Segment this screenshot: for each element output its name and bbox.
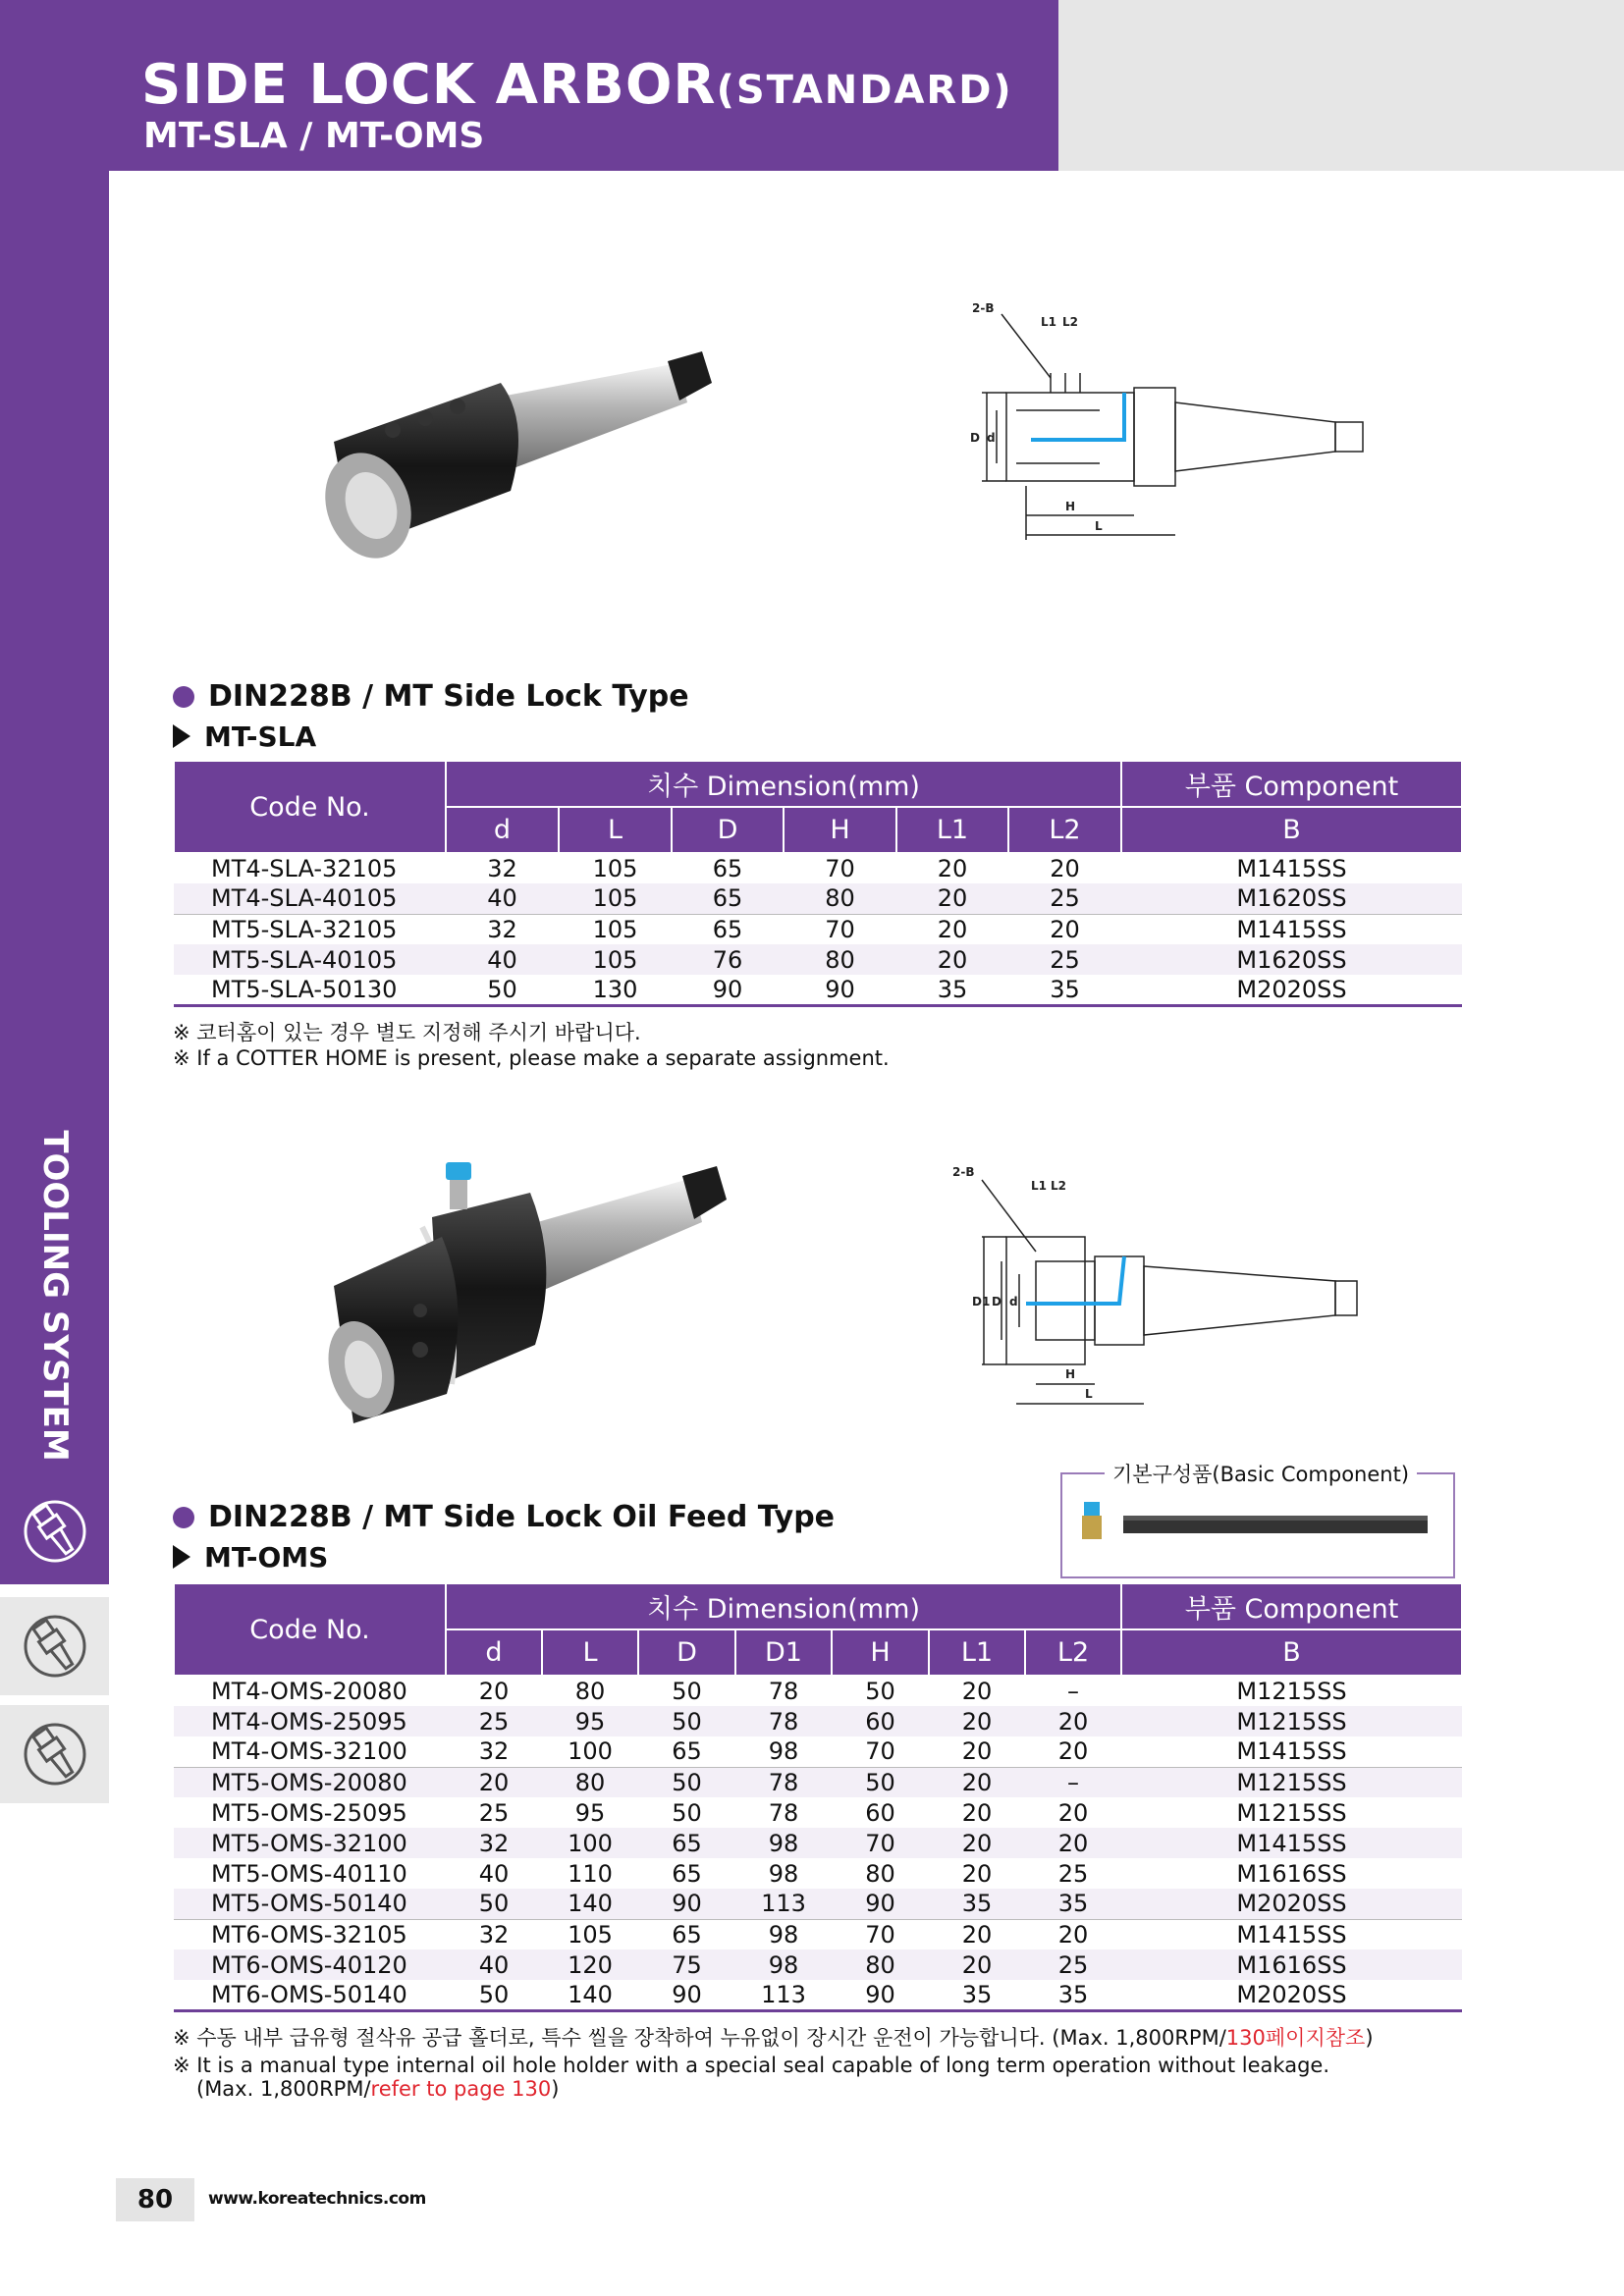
page-title <box>141 53 1013 117</box>
basic-component-label: 기본구성품(Basic Component) <box>1105 1459 1417 1488</box>
code-cell: MT4-OMS-32100 <box>211 1737 407 1766</box>
dimension-cell: 50 <box>832 1767 929 1797</box>
section1-subtitle-text: MT-SLA <box>204 721 317 753</box>
col-header: L <box>559 807 672 853</box>
dimension-cell: 65 <box>672 1737 702 1766</box>
col-header: L1 <box>929 1629 1025 1676</box>
page-reference: 130페이지참조 <box>1225 2026 1366 2050</box>
component-header: 부품 Component <box>1121 1583 1462 1629</box>
drawing-label-b: 2-B <box>972 301 995 315</box>
note-text: ) <box>1365 2026 1374 2050</box>
dimension-cell: 78 <box>735 1706 832 1736</box>
component-cell: M1415SS <box>1121 1828 1462 1858</box>
dimension-cell: 80 <box>865 1859 895 1888</box>
col-header: H <box>784 807 896 853</box>
dimension-cell: 40 <box>446 883 559 914</box>
dimension-cell: 100 <box>568 1737 613 1766</box>
section2-title-text: DIN228B / MT Side Lock Oil Feed Type <box>208 1500 836 1534</box>
component-cell: M1616SS <box>1236 1859 1347 1888</box>
triangle-bullet-icon <box>173 1545 190 1569</box>
dimension-cell: – <box>1067 1678 1080 1705</box>
dimension-cell: 20 <box>929 1919 1025 1949</box>
dimension-cell: 78 <box>735 1767 832 1797</box>
dimension-cell: 25 <box>1008 883 1121 914</box>
dimension-cell: 20 <box>1025 1706 1121 1736</box>
drawing-label-b: 2-B <box>952 1165 975 1179</box>
dimension-cell: 80 <box>832 1949 929 1980</box>
tool-holder-icon <box>21 1612 89 1681</box>
dimension-cell: 35 <box>1025 1889 1121 1919</box>
title-text: SIDE LOCK ARBOR <box>141 53 717 117</box>
component-cell: M1215SS <box>1121 1767 1462 1797</box>
sidebar-tool-icon-active[interactable] <box>0 1482 109 1580</box>
section2-note-korean <box>173 2022 1374 2052</box>
dimension-cell: 105 <box>559 883 672 914</box>
dimension-cell: 140 <box>542 1889 638 1919</box>
drawing-label-l: L <box>1085 1387 1093 1401</box>
dimension-cell: 25 <box>478 1798 510 1827</box>
section1-subtitle <box>173 721 316 753</box>
dimension-cell: 32 <box>446 1828 542 1858</box>
drawing-label-d-small: d <box>1009 1295 1018 1308</box>
component-cell: M1415SS <box>1121 1919 1462 1949</box>
dimension-cell: 80 <box>784 883 896 914</box>
dimension-cell: 35 <box>896 975 1008 1005</box>
component-header: 부품 Component <box>1121 761 1462 807</box>
component-cell: M2020SS <box>1121 1889 1462 1919</box>
col-header: L2 <box>1008 807 1121 853</box>
dimension-cell: 20 <box>961 1798 993 1827</box>
drawing-label-d-big: D <box>970 431 980 445</box>
col-header: d <box>446 1629 542 1676</box>
page-number: 80 <box>116 2178 194 2221</box>
code-cell: MT5-OMS-25095 <box>211 1798 407 1827</box>
dimension-cell: 110 <box>568 1859 613 1888</box>
dimension-cell: 120 <box>542 1949 638 1980</box>
col-header: B <box>1121 1629 1462 1676</box>
dimension-cell: 78 <box>768 1678 799 1705</box>
dimension-cell: 20 <box>1057 1798 1089 1827</box>
dimension-cell: 50 <box>446 1980 542 2010</box>
component-cell: M2020SS <box>1121 1980 1462 2010</box>
col-header: L2 <box>1025 1629 1121 1676</box>
dimension-cell: 70 <box>784 914 896 944</box>
col-header: d <box>446 807 559 853</box>
dimension-cell: 20 <box>896 883 1008 914</box>
dimension-cell: 65 <box>672 1859 702 1888</box>
dimension-cell: 140 <box>542 1980 638 2010</box>
dimension-cell: 40 <box>446 944 559 975</box>
dimension-cell: 35 <box>929 1889 1025 1919</box>
page-reference: refer to page 130 <box>370 2077 552 2101</box>
mt-oms-product-photo <box>314 1148 736 1443</box>
dimension-cell: 20 <box>937 855 968 882</box>
dimension-cell: 20 <box>1008 914 1121 944</box>
table-row <box>174 975 1462 1005</box>
dimension-cell: 35 <box>1025 1980 1121 2010</box>
code-cell: MT5-OMS-20080 <box>174 1767 446 1797</box>
code-cell: MT5-SLA-40105 <box>174 944 446 975</box>
table-row <box>174 1919 1462 1949</box>
dimension-cell: 105 <box>559 914 672 944</box>
dimension-cell: 98 <box>735 1828 832 1858</box>
dimension-cell: 20 <box>929 1949 1025 1980</box>
tool-holder-icon <box>21 1497 89 1566</box>
sidebar-tool-icon-2[interactable] <box>0 1597 109 1695</box>
dimension-cell: 20 <box>929 1828 1025 1858</box>
code-cell: MT6-OMS-32105 <box>174 1919 446 1949</box>
dimension-cell: 80 <box>784 944 896 975</box>
mt-sla-spec-table <box>173 760 1463 1007</box>
dimension-cell: 70 <box>832 1828 929 1858</box>
website-url: www.koreatechnics.com <box>208 2189 426 2209</box>
dimension-cell: 35 <box>929 1980 1025 2010</box>
dimension-cell: 20 <box>929 1706 1025 1736</box>
dimension-cell: 20 <box>961 1678 993 1705</box>
dimension-cell: 75 <box>638 1949 735 1980</box>
dimension-cell: 90 <box>672 975 784 1005</box>
dimension-cell: 20 <box>1025 1919 1121 1949</box>
code-cell: MT5-OMS-32100 <box>174 1828 446 1858</box>
dimension-cell: 65 <box>672 914 784 944</box>
dimension-cell: 98 <box>735 1949 832 1980</box>
dimension-cell: 40 <box>478 1859 510 1888</box>
table-row <box>174 883 1462 914</box>
dimension-cell: 113 <box>735 1980 832 2010</box>
section2-subtitle-text: MT-OMS <box>204 1541 329 1574</box>
component-cell: M1620SS <box>1121 944 1462 975</box>
dimension-cell: 20 <box>1025 1828 1121 1858</box>
dimension-cell: 90 <box>784 975 896 1005</box>
dimension-cell: 78 <box>768 1798 799 1827</box>
dimension-cell: 90 <box>832 1980 929 2010</box>
dimension-cell: 105 <box>542 1919 638 1949</box>
dimension-cell: 98 <box>768 1859 799 1888</box>
dimension-cell: 60 <box>832 1706 929 1736</box>
section2-note-english: ※ It is a manual type internal oil hole holder with a special seal capable of long term operation without leakage. <box>173 2054 1329 2077</box>
col-header: L <box>542 1629 638 1676</box>
drawing-label-l2: L2 <box>1051 1179 1066 1193</box>
code-cell: MT4-SLA-32105 <box>211 855 398 882</box>
code-cell: MT4-SLA-40105 <box>174 883 446 914</box>
dimension-cell: 50 <box>638 1706 735 1736</box>
dimension-cell: 20 <box>1057 1737 1089 1766</box>
table-row <box>174 853 1462 883</box>
dimension-cell: 65 <box>712 855 743 882</box>
section1-title-text: DIN228B / MT Side Lock Type <box>208 679 689 714</box>
note-text: (Max. 1,800RPM/ <box>196 2077 371 2101</box>
sidebar-tool-icon-3[interactable] <box>0 1705 109 1803</box>
dimension-cell: 105 <box>592 855 638 882</box>
note-text: ) <box>551 2077 560 2101</box>
section2-note-english-2 <box>196 2077 559 2101</box>
mt-oms-spec-table <box>173 1582 1463 2012</box>
bullet-dot-icon <box>173 1507 194 1528</box>
component-cell: M1415SS <box>1236 1737 1347 1766</box>
basic-component-parts <box>1062 1474 1453 1576</box>
tool-holder-icon <box>21 1720 89 1789</box>
dimension-cell: 70 <box>865 1737 895 1766</box>
dimension-header: 치수 Dimension(mm) <box>446 1583 1121 1629</box>
dimension-cell: 98 <box>735 1919 832 1949</box>
dimension-cell: – <box>1025 1767 1121 1797</box>
col-header: D1 <box>735 1629 832 1676</box>
dimension-cell: 80 <box>542 1767 638 1797</box>
dimension-cell: 20 <box>446 1767 542 1797</box>
dimension-cell: 20 <box>961 1859 993 1888</box>
dimension-cell: 20 <box>896 944 1008 975</box>
dimension-cell: 90 <box>832 1889 929 1919</box>
component-cell: M1215SS <box>1236 1678 1347 1705</box>
sidebar-label <box>0 1129 109 1463</box>
dimension-cell: 130 <box>559 975 672 1005</box>
dimension-cell: 32 <box>487 855 517 882</box>
component-cell: M1620SS <box>1121 883 1462 914</box>
dimension-cell: 25 <box>1057 1859 1089 1888</box>
triangle-bullet-icon <box>173 724 190 748</box>
dimension-cell: 50 <box>672 1798 702 1827</box>
dimension-cell: 20 <box>478 1678 510 1705</box>
dimension-cell: 98 <box>768 1737 799 1766</box>
dimension-cell: 70 <box>825 855 855 882</box>
dimension-cell: 35 <box>1008 975 1121 1005</box>
col-header: L1 <box>896 807 1008 853</box>
section1-title <box>173 679 689 714</box>
dimension-cell: 20 <box>896 914 1008 944</box>
component-cell: M1415SS <box>1121 914 1462 944</box>
table-row <box>174 1980 1462 2010</box>
page-subtitle: MT-SLA / MT-OMS <box>143 116 485 156</box>
dimension-cell: 105 <box>559 944 672 975</box>
dimension-cell: 90 <box>638 1980 735 2010</box>
dimension-cell: 65 <box>672 883 784 914</box>
component-cell: M1215SS <box>1121 1706 1462 1736</box>
component-cell: M1215SS <box>1236 1798 1347 1827</box>
dimension-cell: 32 <box>446 1919 542 1949</box>
component-cell: M1616SS <box>1121 1949 1462 1980</box>
table-row <box>174 944 1462 975</box>
table-row <box>174 1828 1462 1858</box>
drawing-label-l1: L1 <box>1031 1179 1047 1193</box>
dimension-cell: 40 <box>446 1949 542 1980</box>
code-cell: MT5-OMS-50140 <box>174 1889 446 1919</box>
dimension-cell: 20 <box>929 1767 1025 1797</box>
table-row <box>174 914 1462 944</box>
section1-note-korean: ※ 코터홈이 있는 경우 별도 지정해 주시기 바랍니다. <box>173 1021 641 1044</box>
table-row <box>174 1797 1462 1828</box>
dimension-cell: 50 <box>638 1767 735 1797</box>
dimension-cell: 65 <box>638 1919 735 1949</box>
dimension-cell: 32 <box>446 914 559 944</box>
section2-title <box>173 1500 835 1534</box>
drawing-label-l: L <box>1095 519 1103 533</box>
mt-oms-technical-drawing <box>923 1158 1384 1414</box>
mt-sla-technical-drawing <box>943 294 1404 550</box>
basic-component-box <box>1060 1472 1455 1578</box>
dimension-header: 치수 Dimension(mm) <box>446 761 1121 807</box>
section1-note-english: ※ If a COTTER HOME is present, please make a separate assignment. <box>173 1046 890 1070</box>
dimension-cell: 65 <box>638 1828 735 1858</box>
code-cell: MT4-OMS-20080 <box>211 1678 407 1705</box>
table-row <box>174 1949 1462 1980</box>
col-header: B <box>1121 807 1462 853</box>
header-grey-panel <box>1058 0 1624 171</box>
drawing-label-d1: D1 <box>972 1295 991 1308</box>
dimension-cell: 25 <box>1025 1949 1121 1980</box>
col-header: D <box>672 807 784 853</box>
dimension-cell: 95 <box>542 1706 638 1736</box>
component-cell: M2020SS <box>1121 975 1462 1005</box>
drawing-label-d-small: d <box>987 431 996 445</box>
bullet-dot-icon <box>173 686 194 708</box>
code-cell: MT6-OMS-50140 <box>174 1980 446 2010</box>
dimension-cell: 70 <box>832 1919 929 1949</box>
table-row <box>174 1676 1462 1706</box>
dimension-cell: 60 <box>865 1798 895 1827</box>
dimension-cell: 20 <box>961 1737 993 1766</box>
dimension-cell: 95 <box>574 1798 606 1827</box>
drawing-label-h: H <box>1065 1367 1076 1381</box>
drawing-label-h: H <box>1065 500 1076 513</box>
section2-subtitle <box>173 1541 328 1574</box>
code-cell: MT5-SLA-50130 <box>174 975 446 1005</box>
dimension-cell: 50 <box>672 1678 702 1705</box>
code-no-header: Code No. <box>174 1583 446 1676</box>
drawing-label-l2: L2 <box>1062 315 1078 329</box>
component-cell: M1415SS <box>1236 855 1347 882</box>
title-suffix: (STANDARD) <box>716 68 1013 113</box>
code-cell: MT5-SLA-32105 <box>174 914 446 944</box>
dimension-cell: 50 <box>446 975 559 1005</box>
code-cell: MT5-OMS-40110 <box>211 1859 407 1888</box>
table-row <box>174 1889 1462 1919</box>
mt-sla-product-photo <box>314 344 727 569</box>
table-row <box>174 1736 1462 1767</box>
dimension-cell: 50 <box>865 1678 895 1705</box>
drawing-label-l1: L1 <box>1041 315 1056 329</box>
code-cell: MT4-OMS-25095 <box>174 1706 446 1736</box>
code-cell: MT6-OMS-40120 <box>174 1949 446 1980</box>
dimension-cell: 50 <box>446 1889 542 1919</box>
table-row <box>174 1767 1462 1797</box>
dimension-cell: 20 <box>1050 855 1080 882</box>
col-header: D <box>638 1629 735 1676</box>
dimension-cell: 32 <box>478 1737 510 1766</box>
dimension-cell: 25 <box>1008 944 1121 975</box>
sidebar-label-text: TOOLING SYSTEM <box>34 1130 75 1462</box>
dimension-cell: 80 <box>574 1678 606 1705</box>
dimension-cell: 25 <box>446 1706 542 1736</box>
drawing-label-d-big: D <box>992 1295 1001 1308</box>
dimension-cell: 100 <box>542 1828 638 1858</box>
dimension-cell: 90 <box>638 1889 735 1919</box>
col-header: H <box>832 1629 929 1676</box>
table-row <box>174 1706 1462 1736</box>
note-text: ※ 수동 내부 급유형 절삭유 공급 홀더로, 특수 씰을 장착하여 누유없이 장시간 운전이 가능합니다. (Max. 1,800RPM/ <box>173 2026 1226 2050</box>
code-no-header: Code No. <box>174 761 446 853</box>
dimension-cell: 113 <box>735 1889 832 1919</box>
dimension-cell: 76 <box>672 944 784 975</box>
table-row <box>174 1858 1462 1889</box>
